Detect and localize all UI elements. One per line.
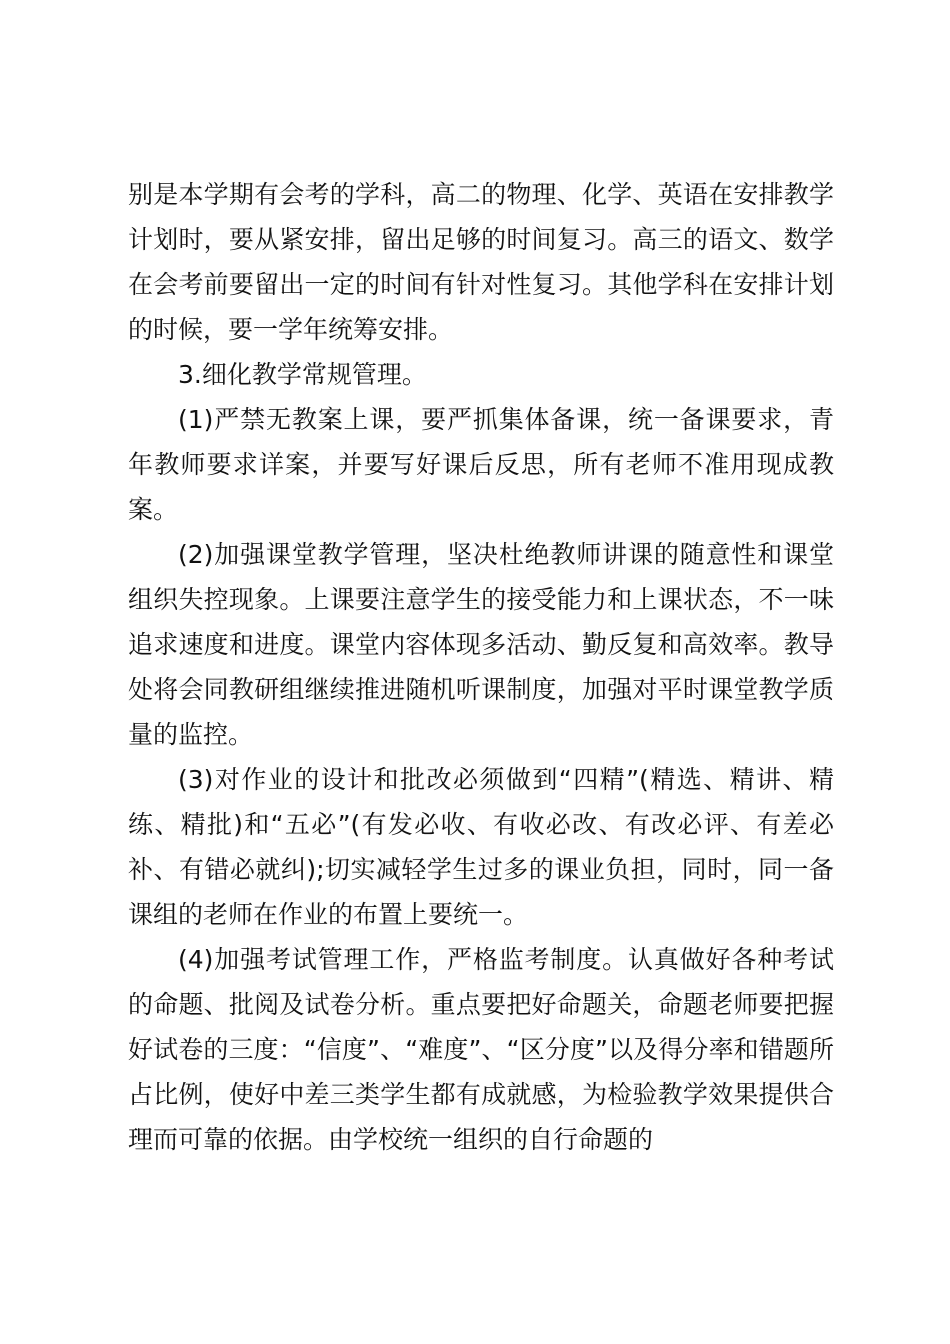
paragraph-item-2: (2)加强课堂教学管理，坚决杜绝教师讲课的随意性和课堂组织失控现象。上课要注意学生的接受能力和上课状态，不一味追求速度和进度。课堂内容体现多活动、勤反复和高效率。教导处将会同教研组继续推进随机听课制度，加强对平时课堂教学质量的监控。 <box>128 540 834 749</box>
section-heading: 3.细化教学常规管理。 <box>178 360 427 389</box>
paragraph-item-3: (3)对作业的设计和批改必须做到“四精”(精选、精讲、精练、精批)和“五必”(有发必收、有收必改、有改必评、有差必补、有错必就纠);切实减轻学生过多的课业负担，同时，同一备课组的老师在作业的布置上要统一。 <box>128 765 834 929</box>
paragraph-item-4: (4)加强考试管理工作，严格监考制度。认真做好各种考试的命题、批阅及试卷分析。重点要把好命题关，命题老师要把握好试卷的三度：“信度”、“难度”、“区分度”以及得分率和错题所占比例，使好中差三类学生都有成就感，为检验教学效果提供合理而可靠的依据。由学校统一组织的自行命题的 <box>128 945 834 1154</box>
paragraph-item-1: (1)严禁无教案上课，要严抓集体备课，统一备课要求，青年教师要求详案，并要写好课后反思，所有老师不准用现成教案。 <box>128 405 834 524</box>
document-body <box>128 172 834 1162</box>
paragraph-continuation: 别是本学期有会考的学科，高二的物理、化学、英语在安排教学计划时，要从紧安排，留出足够的时间复习。高三的语文、数学在会考前要留出一定的时间有针对性复习。其他学科在安排计划的时候，要一学年统筹安排。 <box>128 180 834 344</box>
